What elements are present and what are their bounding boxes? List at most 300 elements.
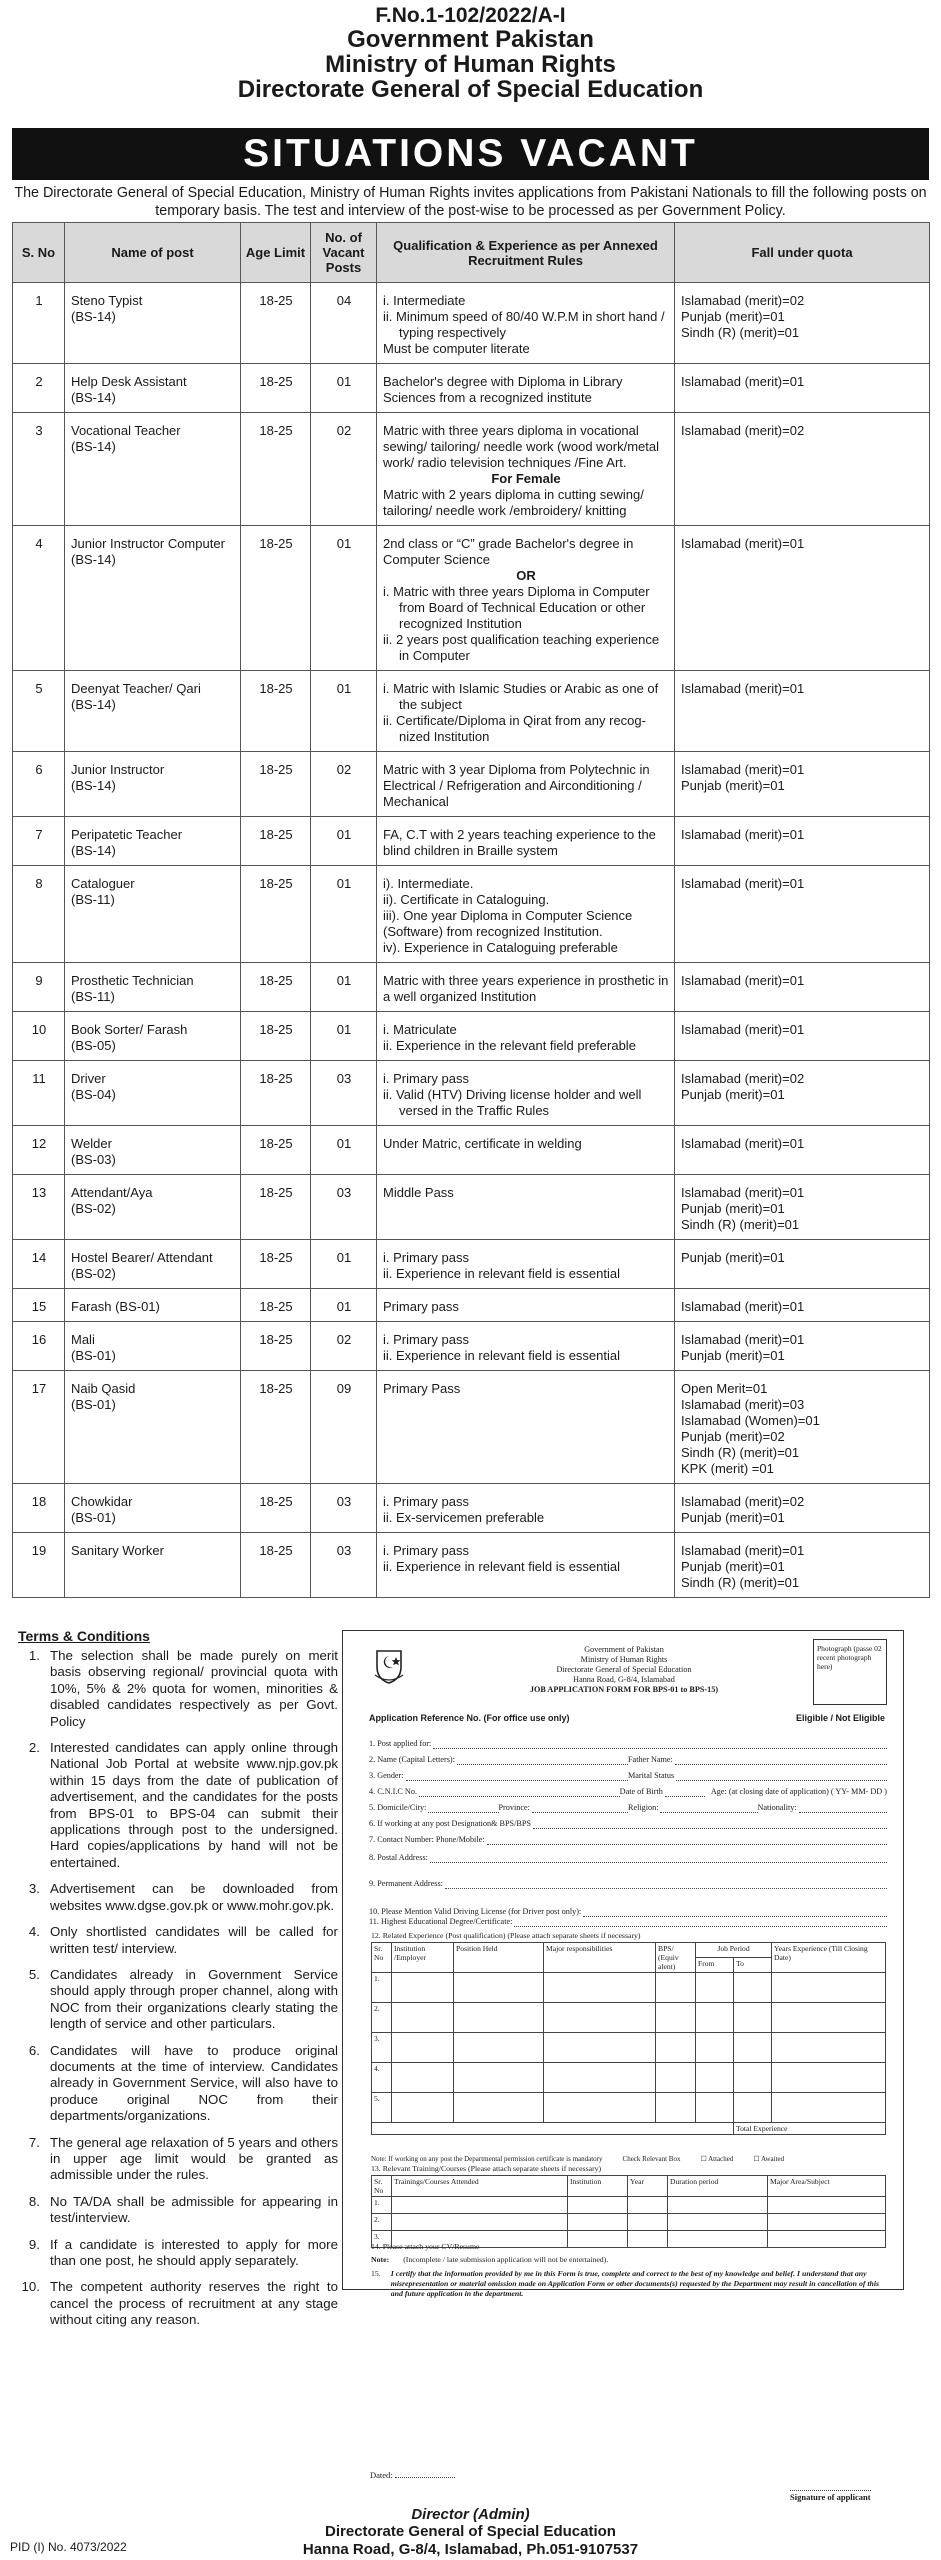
declaration-text: I certify that the information provided by me in this Form is true, complete and correct to the best of my knowledge and belief. I understand that any misrepresentation or material omission made on Application Form or other documents(s) requested by the Department may result in cancellation of this and future application in the department. [390, 2269, 880, 2298]
exp-cell[interactable] [544, 2093, 656, 2123]
col-age: Age Limit [241, 223, 311, 283]
qualification-line: i. Intermediate [383, 293, 466, 308]
qualification-line: FA, C.T with 2 years teaching experience to the blind children in Braille system [383, 827, 656, 858]
quota-line: Punjab (merit)=01 [681, 1201, 785, 1216]
serial-number: 3 [13, 413, 65, 526]
eligibility-label: Eligible / Not Eligible [795, 1713, 885, 1723]
post-scale: (BS-02) [71, 1266, 116, 1281]
quota-line: KPK (merit) =01 [681, 1461, 774, 1476]
quota-line: Islamabad (merit)=01 [681, 1022, 805, 1037]
post-scale: (BS-14) [71, 697, 116, 712]
field-postal [369, 1853, 887, 1863]
vacant-posts: 02 [311, 413, 377, 526]
province-line [532, 1804, 628, 1813]
vacancy-row [13, 866, 930, 963]
tr-cell[interactable] [392, 2197, 568, 2214]
qualification-line: Matric with three years experience in prosthetic in a well organized Institution [383, 973, 669, 1004]
domicile-line [428, 1804, 498, 1813]
quota-cell [675, 1126, 930, 1175]
serial-number: 14 [13, 1240, 65, 1289]
quota-line: Islamabad (merit)=01 [681, 973, 805, 988]
label-post: 1. Post applied for: [369, 1739, 432, 1748]
exp-cell[interactable] [454, 2093, 544, 2123]
col-quota: Fall under quota [675, 223, 930, 283]
exp-row-number: 1. [372, 1973, 392, 2003]
qualification-line: ii. Valid (HTV) Driving license holder and well versed in the Traffic Rules [383, 1087, 642, 1118]
post-cell [65, 817, 241, 866]
qualification-line: ii. Experience in relevant field is essential [383, 1266, 621, 1281]
serial-number: 4 [13, 526, 65, 671]
col-vacant: No. of Vacant Posts [311, 223, 377, 283]
term-number: 2. [28, 1740, 40, 1756]
exp-cell[interactable] [734, 2093, 772, 2123]
serial-number: 15 [13, 1289, 65, 1322]
tr-cell[interactable] [628, 2197, 668, 2214]
quota-line: Islamabad (merit)=01 [681, 1299, 805, 1314]
vacancy-row [13, 413, 930, 526]
serial-number: 19 [13, 1533, 65, 1598]
exp-h-pos: Position Held [454, 1943, 544, 1973]
quota-line: Islamabad (merit)=02 [681, 1494, 805, 1509]
exp-cell[interactable] [696, 1973, 734, 2003]
vacant-posts: 01 [311, 364, 377, 413]
post-name: Welder [71, 1136, 112, 1151]
footer-address: Hanna Road, G-8/4, Islamabad, Ph.051-9107537 [302, 2541, 639, 2558]
vacant-posts: 01 [311, 1126, 377, 1175]
post-cell [65, 1175, 241, 1240]
post-cell [65, 1533, 241, 1598]
exp-cell[interactable] [656, 2063, 696, 2093]
attached-checkbox[interactable]: ☐ Attached [700, 2155, 734, 2163]
age-limit: 18-25 [241, 866, 311, 963]
vacant-posts: 03 [311, 1175, 377, 1240]
qualification-cell [377, 1533, 675, 1598]
label-father: Father Name: [628, 1755, 673, 1764]
quota-line: Islamabad (merit)=01 [681, 876, 805, 891]
vacancy-row [13, 1484, 930, 1533]
license-line [583, 1908, 887, 1917]
exp-row-number: 3. [372, 2033, 392, 2063]
age-limit: 18-25 [241, 752, 311, 817]
exp-cell[interactable] [656, 1973, 696, 2003]
experience-header [372, 1943, 886, 1958]
quota-cell [675, 1240, 930, 1289]
qualification-cell [377, 413, 675, 526]
exp-cell[interactable] [656, 2003, 696, 2033]
post-applied-line [433, 1740, 887, 1749]
term-item [18, 1648, 338, 1730]
tr-cell[interactable] [768, 2214, 886, 2231]
label-permanent: 9. Permanent Address: [369, 1879, 443, 1888]
post-name: Vocational Teacher [71, 423, 181, 438]
awaited-label: Awaited [761, 2155, 785, 2163]
term-text: Advertisement can be downloaded from websites www.dgse.gov.pk or www.mohr.gov.pk. [50, 1881, 338, 1913]
field-post [369, 1739, 887, 1749]
exp-row-number: 4. [372, 2063, 392, 2093]
exp-cell[interactable] [772, 2063, 886, 2093]
dated-field [370, 2470, 455, 2480]
term-number: 5. [28, 1966, 40, 1982]
qualification-line: i. Matric with three years Diploma in Computer from Board of Technical Education or other recognized Institution [383, 584, 650, 631]
awaited-checkbox[interactable]: ☐ Awaited [753, 2155, 785, 2163]
post-cell [65, 364, 241, 413]
qualification-line: ii. 2 years post qualification teaching experience in Computer [383, 632, 660, 663]
label-domicile: 5. Domicile/City: [369, 1803, 427, 1812]
exp-cell[interactable] [696, 2063, 734, 2093]
experience-row [372, 1973, 886, 2003]
vacancy-row [13, 1175, 930, 1240]
training-title: 13. Relevant Training/Courses (Please attach separate sheets if necessary) [371, 2164, 602, 2173]
term-text: Only shortlisted candidates will be called for written test/ interview. [50, 1924, 338, 1956]
noc-note: Note: If working on any post the Departmental permission certificate is mandatory [371, 2155, 603, 2163]
post-name: Naib Qasid [71, 1381, 136, 1396]
qualification-line: 2nd class or “C” grade Bachelor's degree in Computer Science [383, 536, 634, 567]
exp-cell[interactable] [544, 2063, 656, 2093]
form-gov: Government of Pakistan [584, 1645, 664, 1654]
permanent-line [445, 1880, 887, 1889]
age-limit: 18-25 [241, 963, 311, 1012]
exp-cell[interactable] [656, 2093, 696, 2123]
quota-line: Open Merit=01 [681, 1381, 768, 1396]
label-cnic: 4. C.N.I.C No. [369, 1787, 417, 1796]
exp-cell[interactable] [696, 2033, 734, 2063]
experience-row [372, 2003, 886, 2033]
quota-line: Punjab (merit)=01 [681, 309, 785, 324]
quota-line: Punjab (merit)=02 [681, 1429, 785, 1444]
vacant-posts: 09 [311, 1371, 377, 1484]
exp-cell[interactable] [734, 2003, 772, 2033]
post-name: Farash (BS-01) [71, 1299, 160, 1314]
qualification-cell [377, 1012, 675, 1061]
field-domicile [369, 1803, 887, 1813]
qualification-line: ii. Minimum speed of 80/40 W.P.M in short hand / typing respectively [383, 309, 665, 340]
term-number: 7. [28, 2134, 40, 2150]
contact-line [487, 1836, 887, 1845]
exp-cell[interactable] [734, 2033, 772, 2063]
quota-cell [675, 866, 930, 963]
quota-line: Punjab (merit)=01 [681, 1348, 785, 1363]
col-post: Name of post [65, 223, 241, 283]
post-name: Help Desk Assistant [71, 374, 187, 389]
post-name: Peripatetic Teacher [71, 827, 183, 842]
exp-cell[interactable] [454, 1973, 544, 2003]
post-scale: (BS-01) [71, 1348, 116, 1363]
tr-h-year: Year [628, 2176, 668, 2197]
serial-number: 9 [13, 963, 65, 1012]
name-line [457, 1756, 628, 1765]
quota-line: Sindh (R) (merit)=01 [681, 1217, 800, 1232]
tr-cell[interactable] [628, 2214, 668, 2231]
exp-cell[interactable] [392, 1973, 454, 2003]
field-name [369, 1755, 887, 1765]
post-scale: (BS-05) [71, 1038, 116, 1053]
exp-cell[interactable] [734, 1973, 772, 2003]
exp-cell[interactable] [696, 2093, 734, 2123]
term-text: Candidates will have to produce original documents at the time of interview. Candidates already in Government Service, will also have to produce original NOC from their departments/organizations. [50, 2042, 338, 2124]
tr-h-inst: Institution [568, 2176, 628, 2197]
quota-line: Punjab (merit)=01 [681, 778, 785, 793]
post-cell [65, 526, 241, 671]
photograph-box: Photograph (passe 02 recent photograph here) [813, 1639, 887, 1705]
term-number: 4. [28, 1924, 40, 1940]
tr-cell[interactable] [768, 2197, 886, 2214]
exp-cell[interactable] [544, 2033, 656, 2063]
experience-row [372, 2093, 886, 2123]
qualification-cell [377, 1484, 675, 1533]
qualification-line: ii. Experience in the relevant field preferable [383, 1038, 636, 1053]
qualification-cell [377, 963, 675, 1012]
exp-h-sr: Sr. No [372, 1943, 392, 1973]
exp-h-resp: Major responsibilities [544, 1943, 656, 1973]
qualification-line: i). Intermediate. [383, 876, 474, 891]
post-scale: (BS-14) [71, 552, 116, 567]
form-ministry: Ministry of Human Rights [580, 1655, 668, 1664]
term-text: No TA/DA shall be admissible for appearing in test/interview. [50, 2193, 338, 2226]
field-designation [369, 1819, 887, 1829]
vacant-posts: 01 [311, 526, 377, 671]
post-scale: (BS-14) [71, 309, 116, 324]
vacant-posts: 01 [311, 1012, 377, 1061]
pid-number: PID (I) No. 4073/2022 [10, 2540, 127, 2554]
post-cell [65, 1371, 241, 1484]
qualification-line: ii. Ex-servicemen preferable [383, 1510, 545, 1525]
experience-title: 12. Related Experience (Post qualification) (Please attach separate sheets if necessary) [371, 1931, 641, 1940]
vacancy-row [13, 817, 930, 866]
quota-line: Punjab (merit)=01 [681, 1559, 785, 1574]
quota-cell [675, 963, 930, 1012]
col-sno: S. No [13, 223, 65, 283]
footer-directorate: Directorate General of Special Education [325, 2523, 616, 2540]
qualification-line: iv). Experience in Cataloguing preferable [383, 940, 618, 955]
exp-cell[interactable] [392, 2093, 454, 2123]
qualification-line: i. Primary pass [383, 1494, 469, 1509]
quota-cell [675, 1533, 930, 1598]
quota-line: Punjab (merit)=01 [681, 1510, 785, 1525]
exp-cell[interactable] [772, 2093, 886, 2123]
post-cell [65, 283, 241, 364]
dated-label: Dated: [370, 2470, 393, 2480]
application-reference-row [369, 1713, 885, 1723]
age-limit: 18-25 [241, 364, 311, 413]
signature-applicant: Signature of applicant [790, 2492, 871, 2502]
exp-cell[interactable] [392, 2003, 454, 2033]
label-postal: 8. Postal Address: [369, 1853, 428, 1862]
exp-cell[interactable] [696, 2003, 734, 2033]
quota-line: Islamabad (merit)=03 [681, 1397, 805, 1412]
quota-line: Punjab (merit)=01 [681, 1087, 785, 1102]
term-text: The selection shall be made purely on merit basis observing regional/ provincial quota with 10%, 5% & 2% quota for women, minorities & disabled candidates respectively as per Govt. Policy [50, 1648, 338, 1729]
label-province: Province: [498, 1803, 530, 1812]
qualification-line: Matric with 3 year Diploma from Polytechnic in Electrical / Refrigeration and Airconditioning / Mechanical [383, 762, 650, 809]
qualification-line: Middle Pass [383, 1185, 454, 1200]
tr-h-course: Trainings/Courses Attended [392, 2176, 568, 2197]
religion-line [660, 1804, 757, 1813]
tr-cell[interactable] [392, 2214, 568, 2231]
situations-vacant-banner: SITUATIONS VACANT [12, 128, 929, 180]
exp-cell[interactable] [392, 2063, 454, 2093]
serial-number: 7 [13, 817, 65, 866]
qualification-line: ii). Certificate in Cataloguing. [383, 892, 550, 907]
exp-cell[interactable] [772, 2033, 886, 2063]
post-cell [65, 866, 241, 963]
quota-line: Punjab (merit)=01 [681, 1250, 785, 1265]
serial-number: 17 [13, 1371, 65, 1484]
age-limit: 18-25 [241, 1175, 311, 1240]
training-row [372, 2214, 886, 2231]
vacancy-table [12, 222, 930, 1598]
exp-h-years: Years Experience (Till Closing Date) [772, 1943, 886, 1973]
exp-cell[interactable] [772, 1973, 886, 2003]
quota-line: Islamabad (merit)=01 [681, 827, 805, 842]
term-number: 9. [28, 2236, 40, 2252]
post-cell [65, 752, 241, 817]
label-contact: 7. Contact Number: Phone/Mobile: [369, 1835, 485, 1844]
label-nationality: Nationality: [757, 1803, 797, 1812]
qualification-cell [377, 1371, 675, 1484]
quota-line: Islamabad (merit)=02 [681, 293, 805, 308]
label-designation: 6. If working at any post Designation& BPS/BPS [369, 1819, 531, 1828]
term-text: Candidates already in Government Service should apply through proper channel, along with NOC from their organizations clearly stating the length of service and other particulars. [50, 1966, 338, 2032]
qualification-line: Primary pass [383, 1299, 459, 1314]
post-name: Prosthetic Technician [71, 973, 194, 988]
header [0, 4, 941, 102]
qualification-line: i. Primary pass [383, 1071, 469, 1086]
experience-row [372, 2063, 886, 2093]
term-text: Interested candidates can apply online through National Job Portal at website www.njp.gov.pk within 15 days from the date of publication of advertisement, and the candidates for the posts from BPS-01 to BPS-04 can submit their applications through post to the undersigned. Hard copies/applications by hand will not be entertained. [50, 1740, 338, 1870]
field-contact [369, 1835, 887, 1845]
post-name: Mali [71, 1332, 95, 1347]
experience-row [372, 2033, 886, 2063]
vacant-posts: 01 [311, 963, 377, 1012]
field-license [369, 1907, 887, 1917]
qualification-line: Matric with three years diploma in vocational sewing/ tailoring/ needle work (wood work/metal work/ radio television techniques /Fine Art. [383, 423, 660, 470]
vacancy-table-header [13, 223, 930, 283]
quota-line: Sindh (R) (merit)=01 [681, 1445, 800, 1460]
qualification-line: OR [516, 568, 536, 583]
post-name: Book Sorter/ Farash [71, 1022, 188, 1037]
age-limit: 18-25 [241, 1484, 311, 1533]
qualification-cell [377, 671, 675, 752]
serial-number: 5 [13, 671, 65, 752]
term-item [18, 2135, 338, 2184]
post-name: Attendant/Aya [71, 1185, 153, 1200]
serial-number: 10 [13, 1012, 65, 1061]
vacancy-row [13, 283, 930, 364]
intro-paragraph: The Directorate General of Special Education, Ministry of Human Rights invites applications from Pakistani Nationals to fill the following posts on temporary basis. The test and interview of the post-wise to be processed as per Government Policy. [14, 185, 927, 219]
term-item [18, 2194, 338, 2227]
tr-row-number: 2. [372, 2214, 392, 2231]
vacancy-row [13, 364, 930, 413]
post-name: Hostel Bearer/ Attendant [71, 1250, 213, 1265]
noc-note-row [371, 2154, 885, 2164]
quota-cell [675, 1012, 930, 1061]
vacant-posts: 01 [311, 817, 377, 866]
term-number: 10. [21, 2279, 40, 2295]
exp-cell[interactable] [454, 2033, 544, 2063]
experience-table [371, 1942, 886, 2135]
vacancy-row [13, 1371, 930, 1484]
qualification-line: i. Primary pass [383, 1543, 469, 1558]
serial-number: 1 [13, 283, 65, 364]
directorate-title: Directorate General of Special Education [237, 76, 704, 103]
post-name: Chowkidar [71, 1494, 133, 1509]
post-scale: (BS-14) [71, 390, 116, 405]
tr-h-sr: Sr. No [372, 2176, 392, 2197]
post-cell [65, 963, 241, 1012]
age-limit: 18-25 [241, 1240, 311, 1289]
post-scale: (BS-04) [71, 1087, 116, 1102]
training-table [371, 2175, 886, 2248]
exp-cell[interactable] [734, 2063, 772, 2093]
exp-cell[interactable] [392, 2033, 454, 2063]
qualification-line: Bachelor's degree with Diploma in Library Sciences from a recognized institute [383, 374, 623, 405]
degree-line [514, 1918, 887, 1927]
training-row [372, 2197, 886, 2214]
post-name: Driver [71, 1071, 106, 1086]
qualification-line: Primary Pass [383, 1381, 461, 1396]
serial-number: 2 [13, 364, 65, 413]
exp-cell[interactable] [544, 2003, 656, 2033]
designation-line [533, 1820, 887, 1829]
quota-line: Islamabad (merit)=01 [681, 1136, 805, 1151]
tr-h-area: Major Area/Subject [768, 2176, 886, 2197]
term-item [18, 2279, 338, 2328]
vacancy-row [13, 526, 930, 671]
tr-cell[interactable] [568, 2214, 628, 2231]
vacancy-row [13, 963, 930, 1012]
field-cnic [369, 1787, 887, 1797]
qualification-line: For Female [491, 471, 561, 486]
exp-cell[interactable] [454, 2063, 544, 2093]
vacant-posts: 03 [311, 1533, 377, 1598]
form-address: Hanna Road, G-8/4, Islamabad [573, 1675, 675, 1684]
serial-number: 13 [13, 1175, 65, 1240]
exp-cell[interactable] [544, 1973, 656, 2003]
director-designation: Director (Admin) [411, 2506, 530, 2523]
tr-cell[interactable] [668, 2197, 768, 2214]
vacancy-row [13, 1012, 930, 1061]
label-age: Age: (at closing date of application) ( YY- MM- DD ) [710, 1787, 887, 1796]
post-cell [65, 1322, 241, 1371]
note-text: (Incomplete / late submission application will not be entertained). [403, 2255, 609, 2264]
postal-line [430, 1854, 887, 1863]
quota-line: Islamabad (merit)=01 [681, 536, 805, 551]
qualification-line: i. Primary pass [383, 1332, 469, 1347]
exp-cell[interactable] [656, 2033, 696, 2063]
exp-cell[interactable] [454, 2003, 544, 2033]
exp-cell[interactable] [772, 2003, 886, 2033]
vacant-posts: 01 [311, 1240, 377, 1289]
post-name: Sanitary Worker [71, 1543, 164, 1558]
qualification-cell [377, 1289, 675, 1322]
term-number: 1. [28, 1648, 40, 1663]
qualification-cell [377, 1126, 675, 1175]
term-text: The competent authority reserves the right to cancel the process of recruitment at any stage without citing any reason. [50, 2279, 338, 2328]
quota-cell [675, 671, 930, 752]
attached-label: Attached [708, 2155, 734, 2163]
tr-cell[interactable] [668, 2214, 768, 2231]
term-item [18, 1881, 338, 1914]
vacancy-row [13, 1061, 930, 1126]
nationality-line [799, 1804, 887, 1813]
post-name: Junior Instructor Computer [71, 536, 225, 551]
post-name: Steno Typist [71, 293, 143, 308]
tr-cell[interactable] [568, 2197, 628, 2214]
label-license: 10. Please Mention Valid Driving License (for Driver post only): [369, 1907, 582, 1916]
serial-number: 16 [13, 1322, 65, 1371]
qualification-line: ii. Experience in relevant field is essential [383, 1348, 621, 1363]
post-scale: (BS-11) [71, 892, 115, 907]
